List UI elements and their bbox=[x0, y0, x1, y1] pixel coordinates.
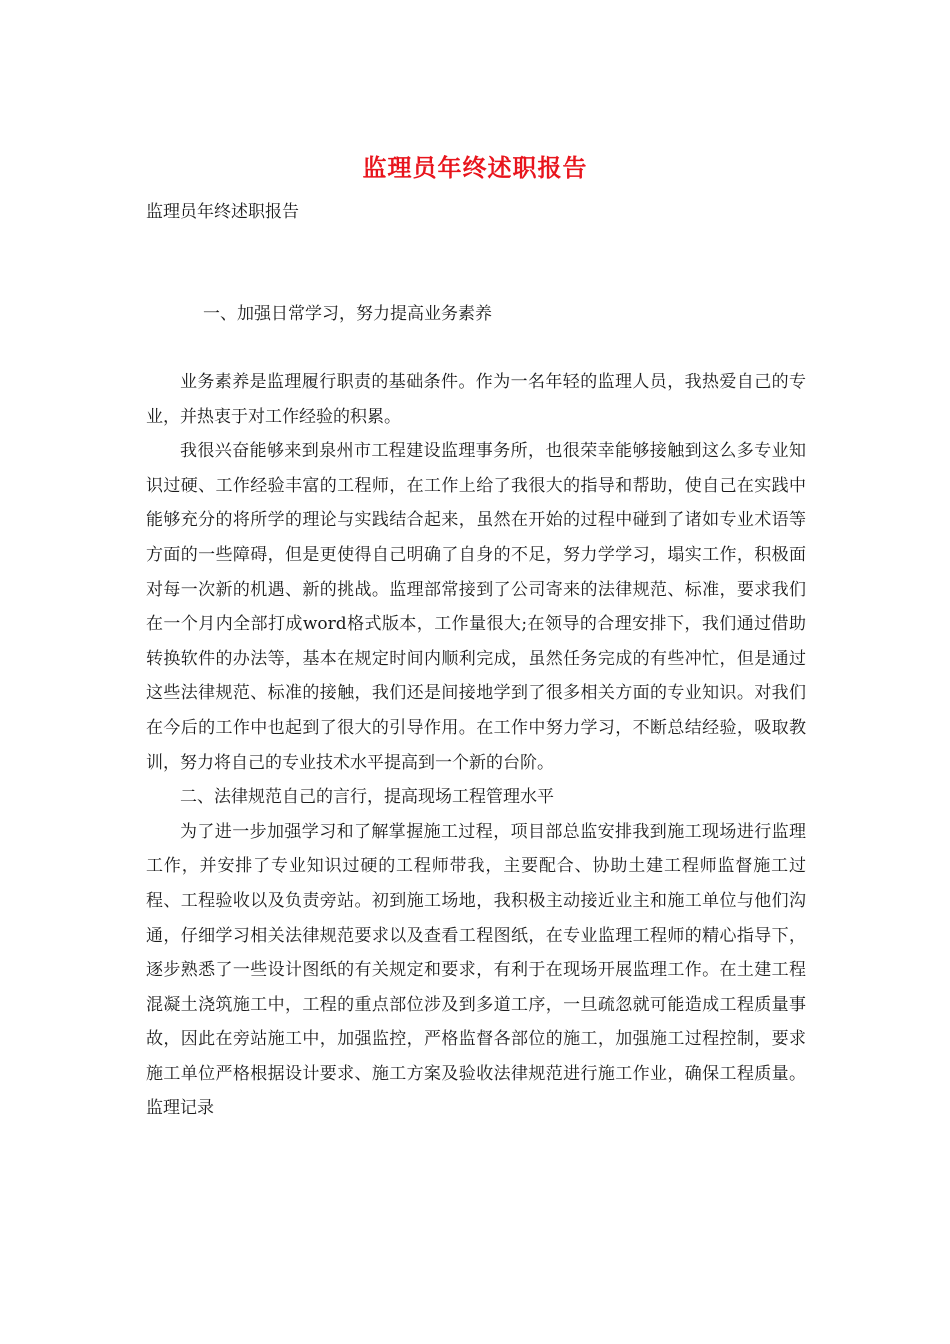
section-heading-two: 二、法律规范自己的言行，提高现场工程管理水平 bbox=[180, 787, 554, 808]
document-subtitle: 监理员年终述职报告 bbox=[146, 202, 299, 222]
document-body bbox=[146, 365, 806, 1126]
page-title: 监理员年终述职报告 bbox=[362, 153, 588, 182]
section-heading-one: 一、加强日常学习，努力提高业务素养 bbox=[203, 304, 492, 324]
paragraph-site-work: 为了进一步加强学习和了解掌握施工过程，项目部总监安排我到施工现场进行监理工作，并安排了专业知识过硬的工程师带我，主要配合、协助土建工程师监督施工过程、工程验收以及负责旁站。初到施工场地，我积极主动接近业主和施工单位与他们沟通，仔细学习相关法律规范要求以及查看工程图纸，在专业监理工程师的精心指导下，逐步熟悉了一些设计图纸的有关规定和要求，有利于在现场开展监理工作。在土建工程混凝土浇筑施工中，工程的重点部位涉及到多道工序，一旦疏忽就可能造成工程质量事故，因此在旁站施工中，加强监控，严格监督各部位的施工，加强施工过程控制，要求施工单位严格根据设计要求、施工方案及验收法律规范进行施工作业，确保工程质量。监理记录 bbox=[146, 821, 806, 1119]
paragraph-intro: 业务素养是监理履行职责的基础条件。作为一名年轻的监理人员，我热爱自己的专业，并热衷于对工作经验的积累。 bbox=[146, 372, 806, 427]
paragraph-experience: 我很兴奋能够来到泉州市工程建设监理事务所，也很荣幸能够接触到这么多专业知识过硬、工作经验丰富的工程师，在工作上给了我很大的指导和帮助，使自己在实践中能够充分的将所学的理论与实践结合起来，虽然在开始的过程中碰到了诸如专业术语等方面的一些障碍，但是更使得自己明确了自身的不足，努力学学习，塌实工作，积极面对每一次新的机遇、新的挑战。监理部常接到了公司寄来的法律规范、标准，要求我们在一个月内全部打成word格式版本，工作量很大;在领导的合理安排下，我们通过借助转换软件的办法等，基本在规定时间内顺利完成，虽然任务完成的有些冲忙，但是通过这些法律规范、标准的接触，我们还是间接地学到了很多相关方面的专业知识。对我们在今后的工作中也起到了很大的引导作用。在工作中努力学习，不断总结经验，吸取教训，努力将自己的专业技术水平提高到一个新的台阶。 bbox=[146, 441, 806, 773]
